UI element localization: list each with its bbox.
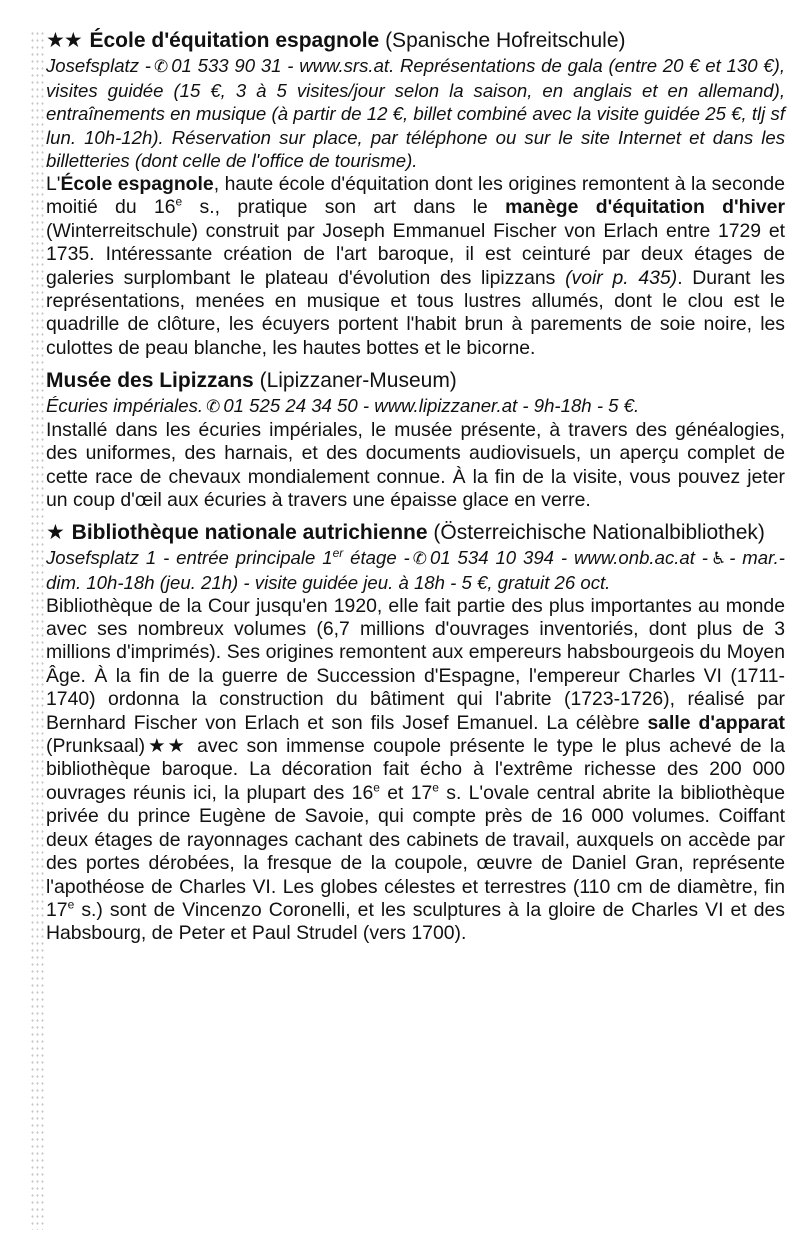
- bold-term: salle d'apparat: [647, 711, 786, 734]
- phone-icon: ✆: [153, 57, 169, 76]
- section-ecole-equitation: [46, 28, 785, 360]
- bold-term: manège d'équitation d'hiver: [505, 196, 785, 219]
- address: Josefsplatz -: [46, 55, 151, 76]
- phone-number: 01 525 24 34 50: [223, 395, 358, 417]
- text-run: , haute école d'équitation dont les origines remontent à la seconde moitié du 16: [46, 172, 785, 219]
- text-run: . Durant les représentations, menées en musique et tous lustres allumés, dont le clou est le quadrille de clôture, les écuyers portent l'habit brun à parements de soie noire, les culottes de peau blanche, les hautes bottes et le bicorne.: [46, 266, 785, 359]
- text-run: s. L'ovale central abrite la bibliothèque privée du prince Eugène de Savoie, qui compte près de 16 000 volumes. Coiffant deux étages de rayonnages cachant des cabinets de travail, auxquels on accède par des portes dérobées, la fresque de la coupole, œuvre de Daniel Gran, représente l'apothéose de Charles VI. Les globes célestes et terrestres (110 cm de diamètre, fin 17: [46, 781, 786, 921]
- superscript: er: [332, 546, 344, 561]
- section-heading: [46, 520, 785, 546]
- bold-term: École espagnole: [60, 172, 214, 195]
- practical-info: [46, 54, 785, 173]
- scan-margin-speckles: [30, 30, 44, 1230]
- section-musee-lipizzans: [46, 368, 785, 512]
- text-run: L': [46, 172, 61, 195]
- info-details: - www.srs.at. Représentations de gala (entre 20 € et 130 €), visites guidée (15 €, 3 à 5 visites/jour selon la saison, en anglais et en allemand), entraînements en musique (à partir de 12 €, billet combiné avec la visite guidée 25 €, tlj sf lun. 10h-12h). Réservation sur place, par téléphone ou sur le site Internet et dans les billetteries (dont celle de l'office de tourisme).: [46, 55, 785, 172]
- practical-info: [46, 546, 785, 594]
- page-reference: (voir p. 435): [565, 266, 678, 289]
- section-title: École d'équitation espagnole: [89, 29, 380, 52]
- info-details: - mar.-dim. 10h-18h (jeu. 21h) - visite guidée jeu. à 18h - 5 €, gratuit 26 oct.: [46, 547, 785, 594]
- superscript: e: [175, 194, 183, 209]
- phone-icon: ✆: [412, 549, 427, 569]
- text-run: s., pratique son art dans le: [182, 196, 506, 219]
- description: [46, 173, 785, 360]
- phone-number: 01 533 90 31: [171, 55, 282, 76]
- address: Écuries impériales.: [46, 395, 204, 417]
- superscript: e: [67, 897, 75, 912]
- text-run: et 17: [379, 781, 433, 804]
- wheelchair-access-icon: ♿: [710, 549, 727, 569]
- description: Installé dans les écuries impériales, le musée présente, à travers des généalogies, des uniformes, des harnais, et des documents audiovisuels, un aperçu complet de cette race de chevaux mondialement connue. À la fin de la visite, vous pouvez jeter un coup d'œil aux écuries à travers une épaisse glace en verre.: [46, 418, 785, 512]
- superscript: e: [373, 780, 380, 795]
- info-details: - www.lipizzaner.at - 9h-18h - 5 €.: [362, 395, 640, 417]
- section-heading: [46, 368, 785, 394]
- section-heading: [46, 28, 785, 54]
- text-run: Bibliothèque de la Cour jusqu'en 1920, elle fait partie des plus importantes au monde avec ses nombreux volumes (6,7 millions d'ouvrages inventoriés, dont plus de 3 millions d'imprimés). Ses origines remontent aux empereurs habsbourgeois du Moyen Âge. À la fin de la guerre de Succession d'Espagne, l'empereur Charles VI (1711-1740) ordonna la construction du bâtiment qui l'abrite (1723-1726), réalisé par Bernhard Fischer von Erlach et son fils Josef Emanuel. La célèbre: [46, 594, 785, 734]
- phone-icon: ✆: [206, 397, 221, 417]
- section-title: Bibliothèque nationale autrichienne: [71, 521, 428, 545]
- address: Josefsplatz 1 - entrée principale 1: [46, 547, 333, 569]
- section-subtitle: (Österreichische Nationalbibliothek): [433, 521, 765, 545]
- star-rating: ★: [46, 521, 64, 545]
- section-subtitle: (Lipizzaner-Museum): [259, 369, 457, 393]
- star-rating: ★★: [46, 29, 82, 52]
- star-rating: ★★: [145, 735, 187, 758]
- text-run: avec son immense coupole présente le type le plus achevé de la bibliothèque baroque. La décoration fait écho à l'extrême richesse des 200 000 ouvrages réunis ici, la plupart des 16: [46, 735, 785, 804]
- section-bibliotheque-nationale: [46, 520, 785, 945]
- text-run: (Winterreitschule) construit par Joseph Emmanuel Fischer von Erlach entre 1729 et 1735. Intéressante création de l'art baroque, il est ceinturé par deux étages de galeries surplombant le plateau d'évolution des lipizzans: [46, 219, 785, 289]
- text-run: (Prunksaal): [46, 735, 146, 758]
- address-floor: étage -: [343, 547, 410, 569]
- section-title: Musée des Lipizzans: [46, 369, 254, 393]
- description: [46, 595, 785, 946]
- section-subtitle: (Spanische Hofreitschule): [385, 29, 626, 52]
- practical-info: [46, 394, 785, 419]
- website: - www.onb.ac.at -: [560, 547, 708, 569]
- phone-number: 01 534 10 394: [429, 547, 555, 569]
- text-run: s.) sont de Vincenzo Coronelli, et les sculptures à la gloire de Charles VI et des Habsbourg, de Peter et Paul Strudel (vers 1700).: [46, 898, 785, 945]
- superscript: e: [432, 780, 439, 795]
